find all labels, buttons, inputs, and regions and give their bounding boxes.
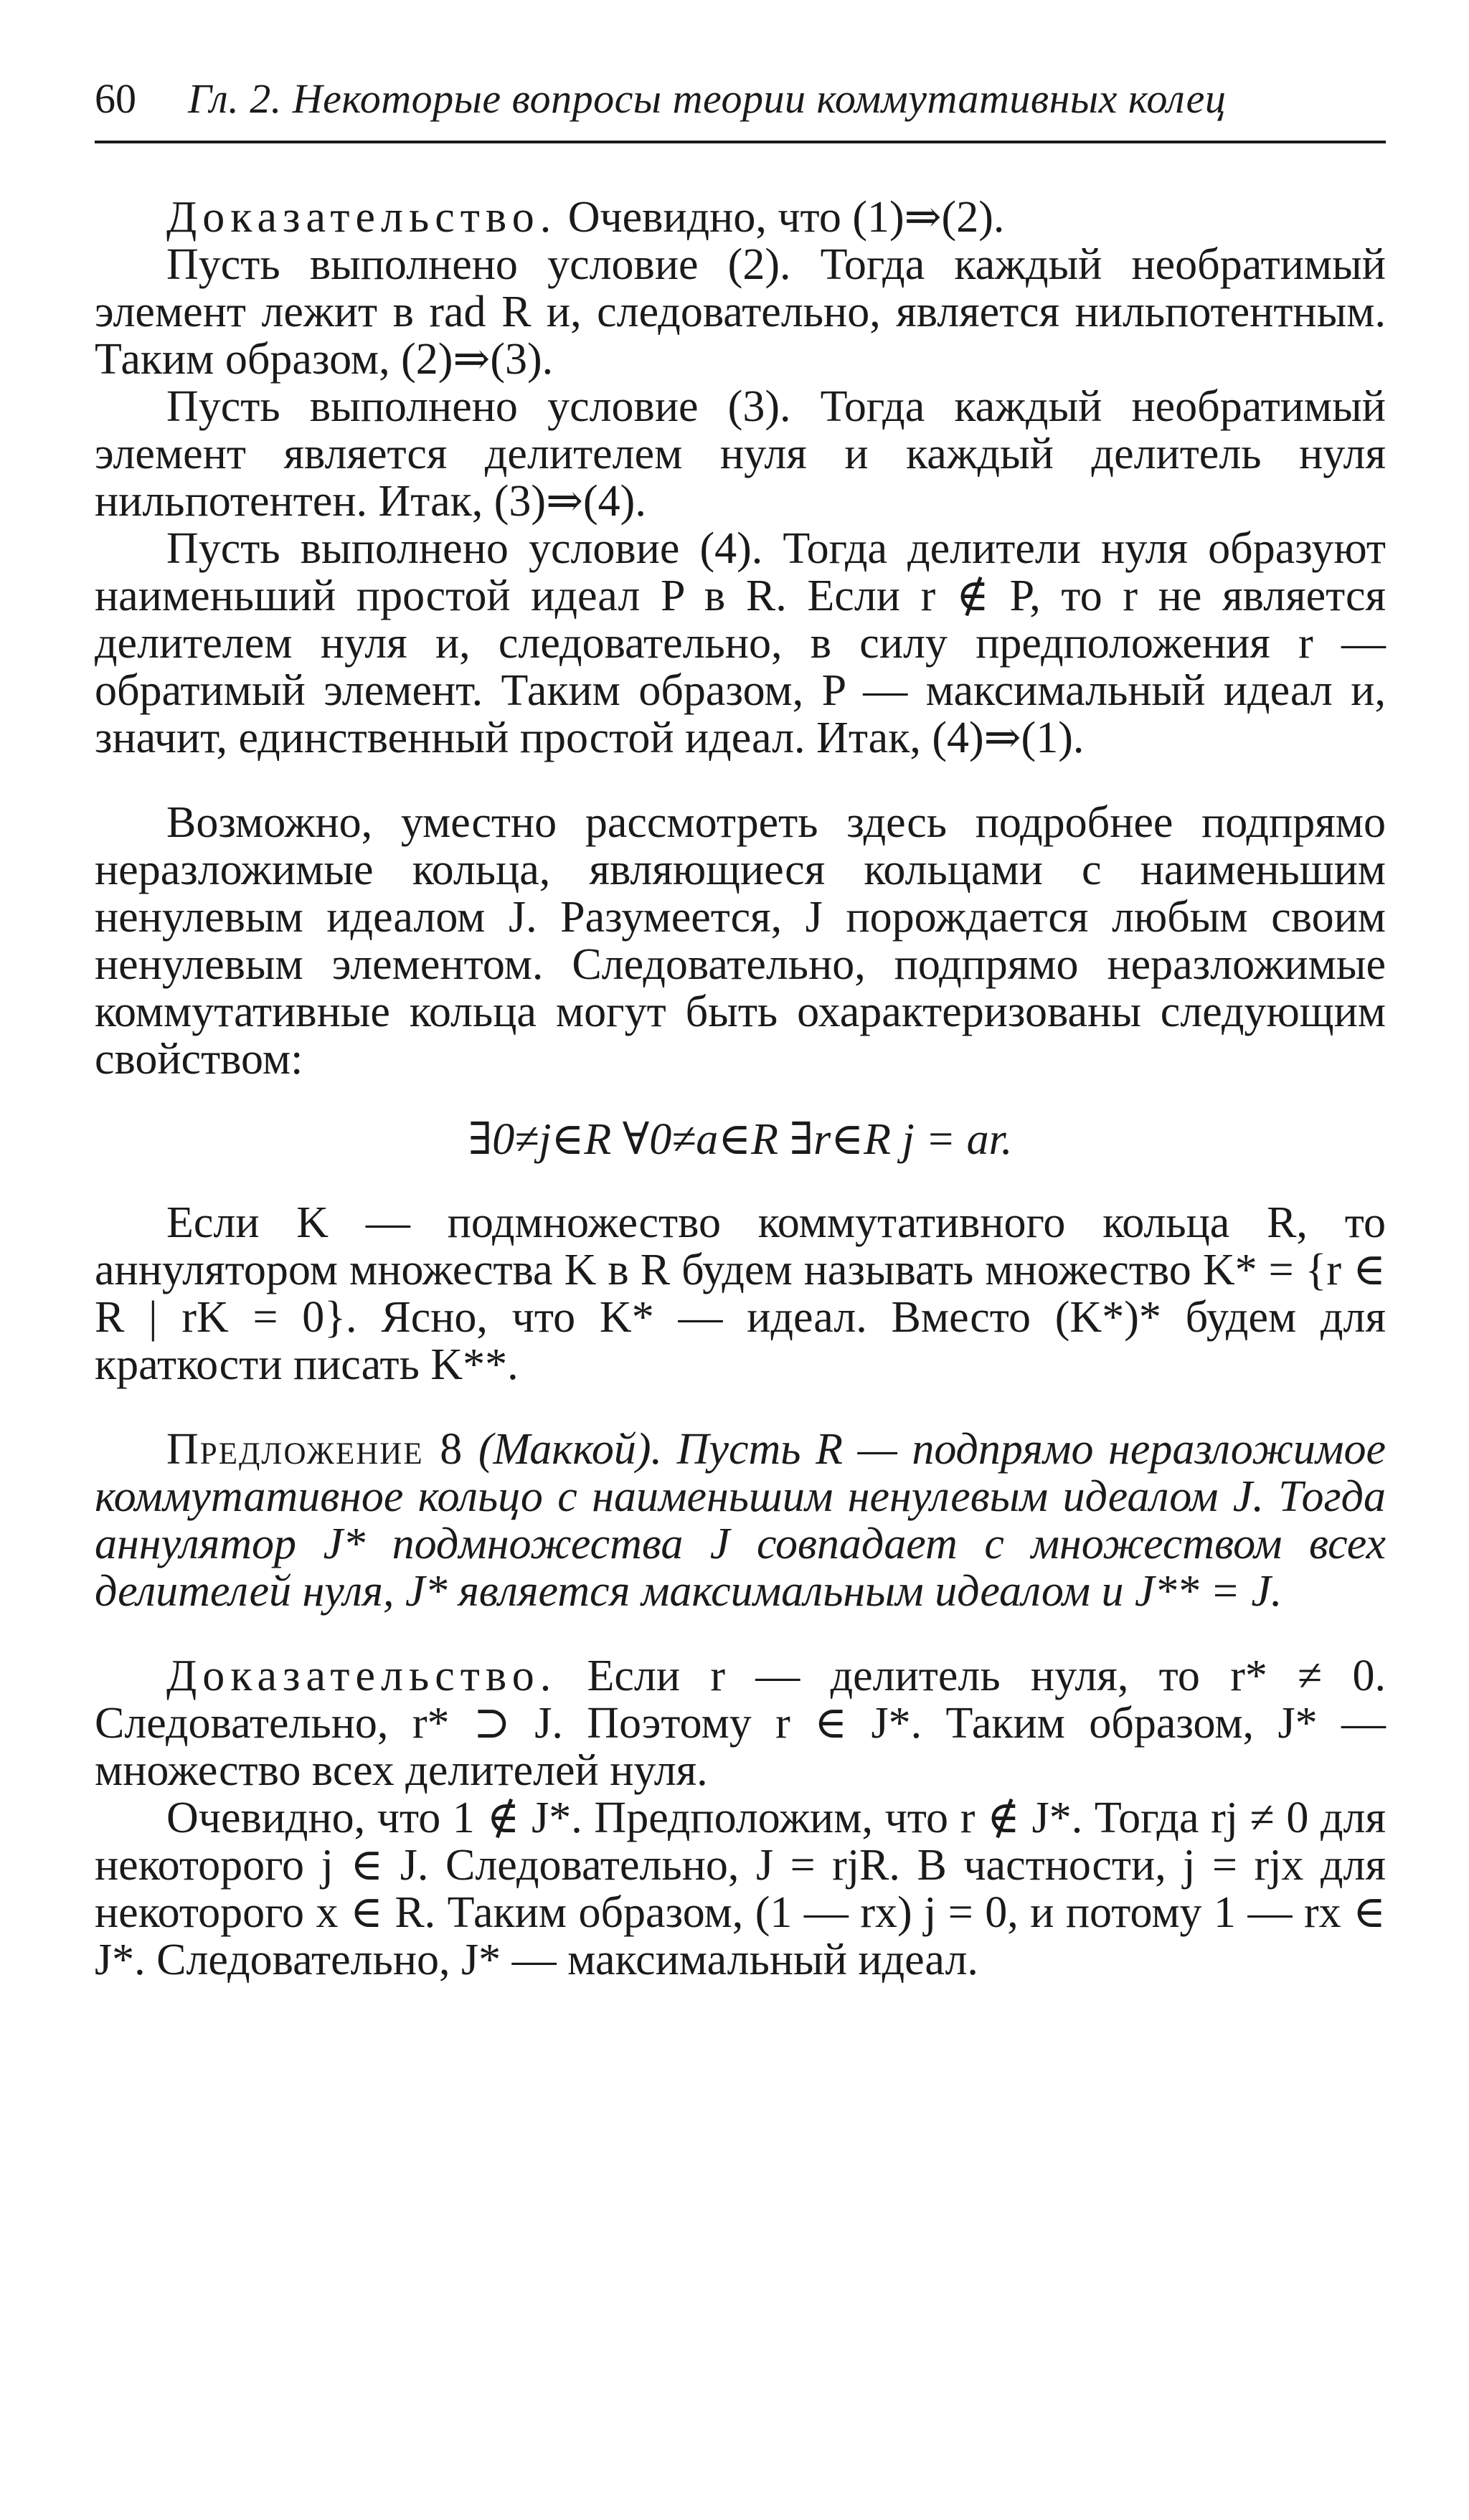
paragraph-text: Очевидно, что (1)⇒(2). <box>557 193 1005 242</box>
paragraph-annihilator-def <box>95 1199 1386 1388</box>
body-text <box>95 194 1386 1984</box>
paragraph-text: Пусть выполнено условие (3). Тогда каждый необратимый элемент является делителем нуля и каждый делитель нуля нильпотентен. Итак, (3)⇒(4). <box>95 382 1386 526</box>
book-page <box>95 69 1387 1984</box>
paragraph-text: Возможно, уместно рассмотреть здесь подробнее подпрямо неразложимые кольца, являющиеся кольцами с наименьшим ненулевым идеалом J. Разумеется, J порождается любым своим ненулевым элементом. Следовательно, подпрямо неразложимые коммутативные кольца могут быть охарактеризованы следующим свойством: <box>95 798 1386 1084</box>
paragraph-condition-3 <box>95 383 1386 525</box>
header-rule <box>95 141 1386 143</box>
proposition-8 <box>95 1426 1386 1615</box>
page-number: 60 <box>95 75 136 122</box>
paragraph-subdirect <box>95 799 1386 1083</box>
running-head <box>95 69 1386 129</box>
paragraph-text: Если K — подмножество коммутативного кольца R, то аннулятором множества K в R будем называть множество K* = {r ∈ R | rK = 0}. Ясно, что K* — идеал. Вместо (K*)* будем для краткости писать K**. <box>95 1198 1386 1389</box>
paragraph-text: Пусть выполнено условие (2). Тогда каждый необратимый элемент лежит в rad R и, следовательно, является нильпотентным. Таким образом, (2)⇒(3). <box>95 240 1386 384</box>
display-formula: ∃0≠j∈R ∀0≠a∈R ∃r∈R j = ar. <box>468 1115 1013 1164</box>
running-title: Гл. 2. Некоторые вопросы теории коммутативных колец <box>188 75 1227 122</box>
proof-lead: Доказательство. <box>166 193 557 242</box>
paragraph-condition-4 <box>95 525 1386 762</box>
paragraph-maximal-ideal <box>95 1794 1386 1984</box>
proposition-lead: Предложение 8 <box>166 1425 464 1474</box>
paragraph-text: Если r — делитель нуля, то r* ≠ 0. Следовательно, r* ⊃ J. Поэтому r ∈ J*. Таким образом, J* — множество всех делителей нуля. <box>95 1652 1386 1795</box>
proof-lead: Доказательство. <box>166 1652 557 1700</box>
proof-paragraph <box>95 194 1386 241</box>
paragraph-text: Пусть выполнено условие (4). Тогда делители нуля образуют наименьший простой идеал P в R. Если r ∉ P, то r не является делителем нуля и, следовательно, в силу предположения r — обратимый элемент. Таким образом, P — максимальный идеал и, значит, единственный простой идеал. Итак, (4)⇒(1). <box>95 524 1386 762</box>
proof-paragraph-2 <box>95 1652 1386 1794</box>
paragraph-condition-2 <box>95 241 1386 383</box>
proposition-text: (Маккой). Пусть R — подпрямо неразложимое коммутативное кольцо с наименьшим ненулевым идеалом J. Тогда аннулятор J* подмножества J совпадает с множеством всех делителей нуля, J* является максимальным идеалом и J** = J. <box>95 1425 1387 1616</box>
paragraph-text: Очевидно, что 1 ∉ J*. Предположим, что r ∉ J*. Тогда rj ≠ 0 для некоторого j ∈ J. Следовательно, J = rjR. В частности, j = rjx для некоторого x ∈ R. Таким образом, (1 — rx) j = 0, и потому 1 — rx ∈ J*. Следовательно, J* — максимальный идеал. <box>95 1794 1386 1984</box>
